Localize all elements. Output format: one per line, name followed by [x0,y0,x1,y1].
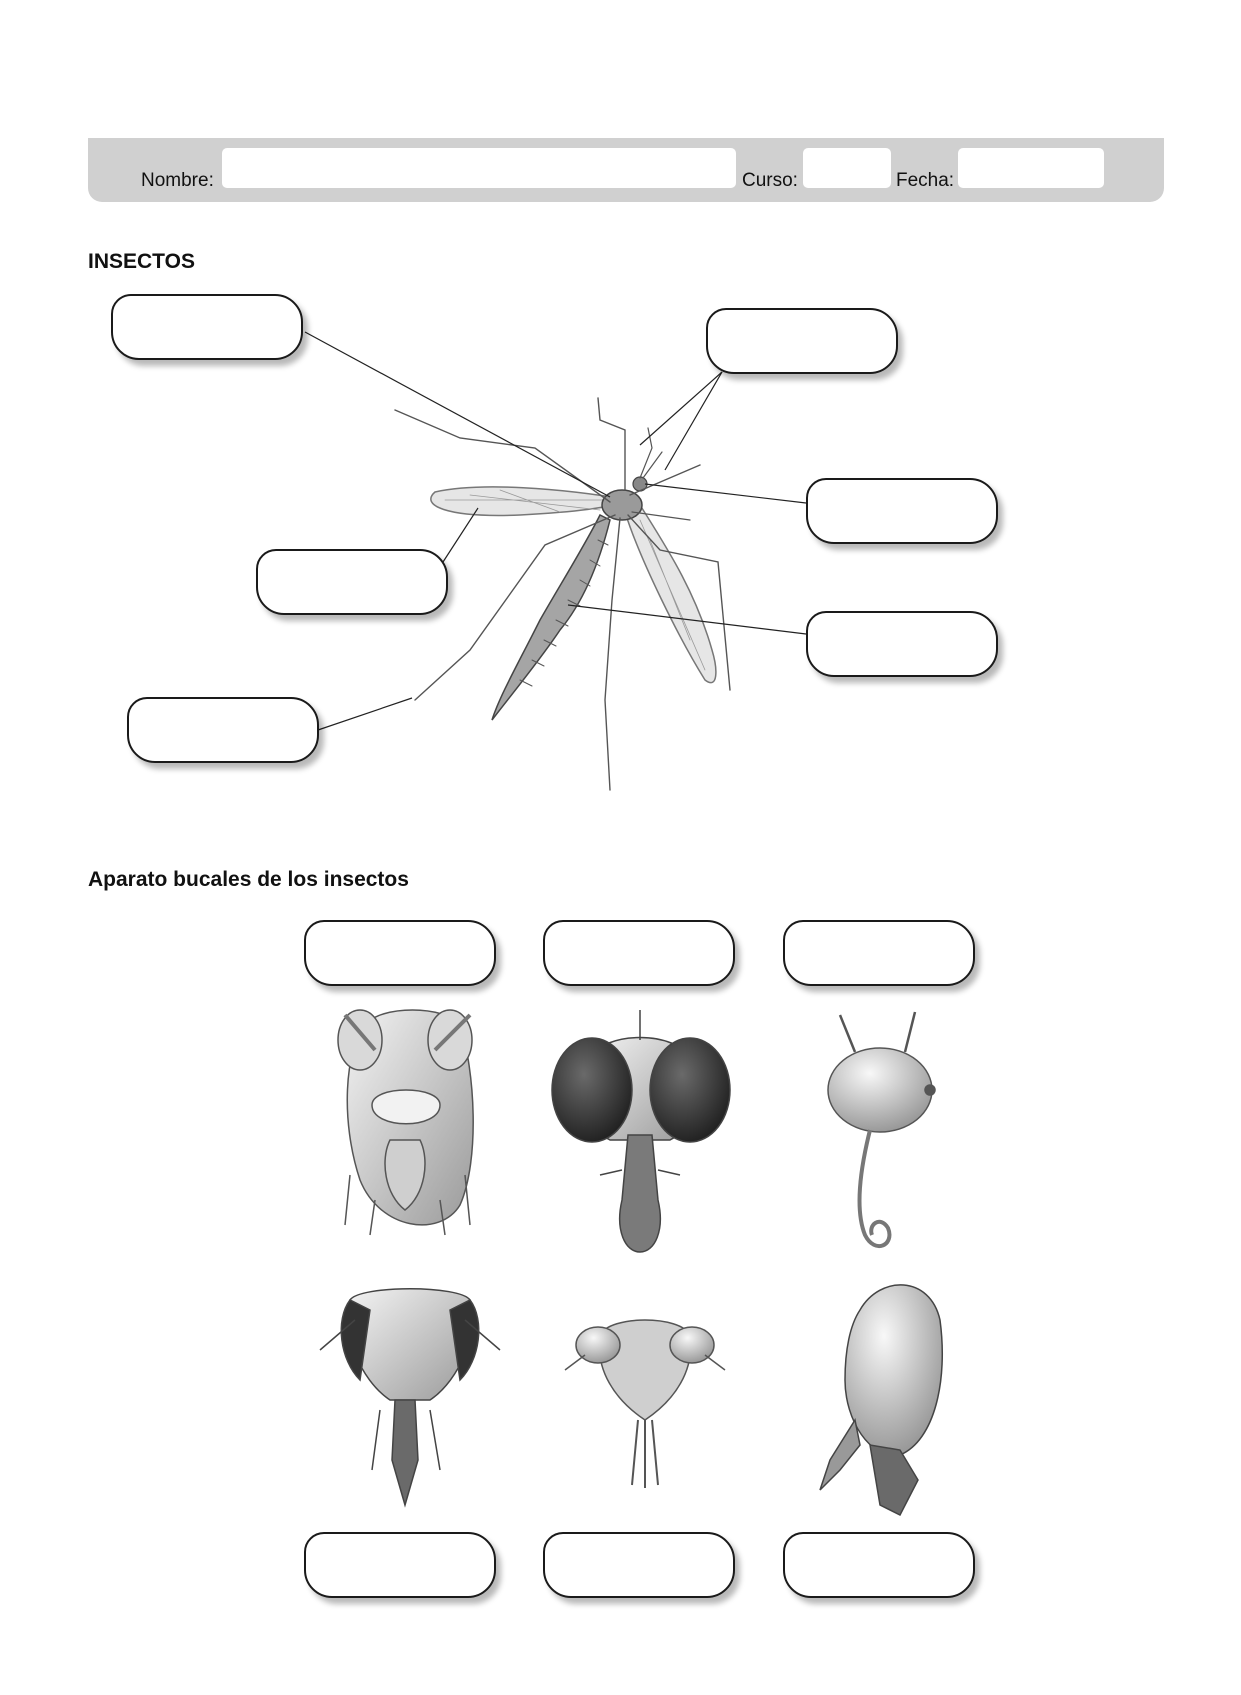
label-box-antennae[interactable] [706,308,898,374]
label-box-head[interactable] [806,478,998,544]
section-title-aparatos-bucales: Aparato bucales de los insectos [88,868,409,891]
label-box-mouthpart-4[interactable] [304,1532,496,1598]
chewing-lapping-mouthparts-illustration [320,1289,500,1505]
label-box-mouthpart-2[interactable] [543,920,735,986]
label-box-wing[interactable] [256,549,448,615]
fecha-label: Fecha: [896,170,955,191]
piercing-sucking-mouthparts-illustration [565,1320,725,1488]
beetle-side-mouthparts-illustration [820,1285,942,1515]
label-box-abdomen[interactable] [806,611,998,677]
siphoning-mouthparts-illustration [828,1012,935,1246]
label-box-leg[interactable] [127,697,319,763]
label-box-mouthpart-5[interactable] [543,1532,735,1598]
label-box-mouthpart-6[interactable] [783,1532,975,1598]
sponging-mouthparts-illustration [552,1010,730,1252]
section-title-insectos: INSECTOS [88,250,195,273]
label-box-legs[interactable] [111,294,303,360]
chewing-mouthparts-illustration [338,1010,473,1235]
abdomen [492,515,610,720]
label-box-mouthpart-1[interactable] [304,920,496,986]
curso-label: Curso: [742,170,798,191]
right-wing [625,505,716,683]
label-box-mouthpart-3[interactable] [783,920,975,986]
nombre-label: Nombre: [141,170,214,191]
leader-lines [305,332,806,730]
